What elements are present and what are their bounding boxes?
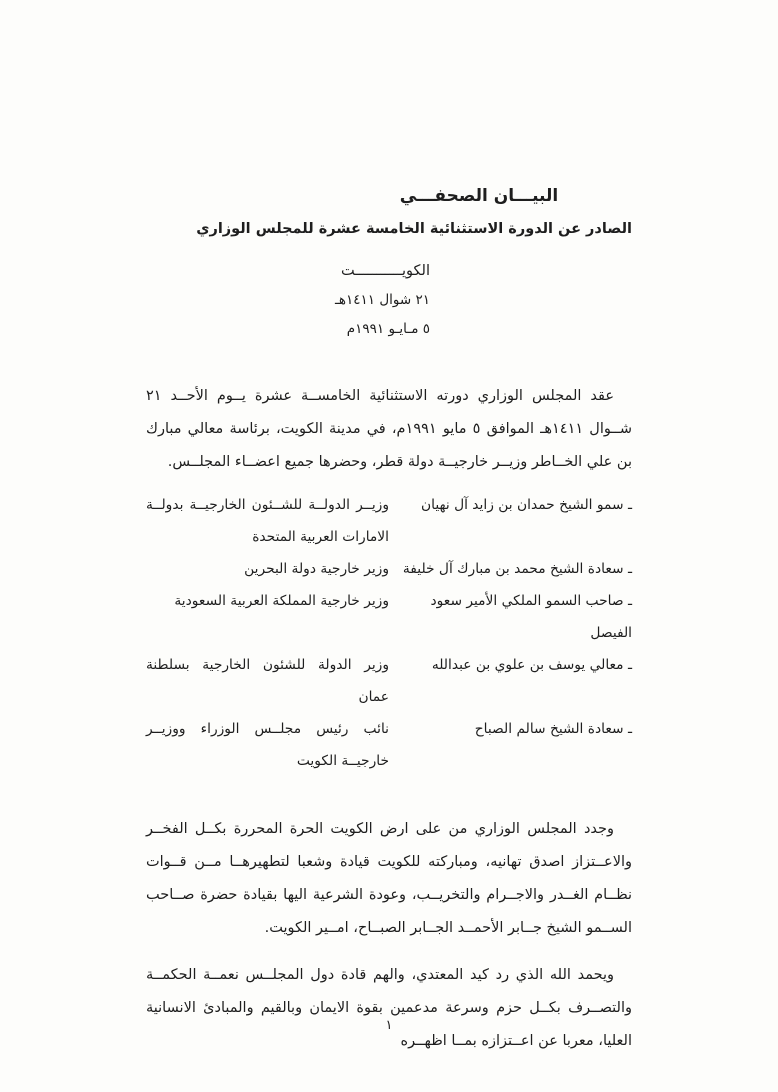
attendee-row <box>146 649 632 713</box>
attendee-title: وزير خارجية دولة البحرين <box>244 561 389 577</box>
attendee-name: ـ سعادة الشيخ محمد بن مبارك آل خليفة <box>402 561 632 577</box>
attendee-row <box>146 585 632 649</box>
dateline-location: الكويـــــــــــت <box>341 263 430 279</box>
attendee-row <box>146 713 632 777</box>
attendee-name: ـ سعادة الشيخ سالم الصباح <box>474 721 632 737</box>
paragraph-opening: عقد المجلس الوزاري دورته الاستثنائية الخامســة عشرة يــوم الأحــد ٢١ شــوال ١٤١١هـ الموافق ٥ مايو ١٩٩١م، في مدينة الكويت، برئاسة معالي مبارك بن علي الخــاطر وزيــر خارجيــة دولة قطر، وحضرها جميع اعضــاء المجلــس. <box>146 388 632 470</box>
attendee-title: وزير الدولة للشئون الخارجية بسلطنة عمان <box>146 657 389 705</box>
attendee-row <box>146 489 632 553</box>
attendee-row <box>146 553 632 585</box>
attendee-name: ـ معالي يوسف بن علوي بن عبدالله <box>431 657 632 673</box>
attendees-list <box>146 489 632 777</box>
attendee-name: ـ سمو الشيخ حمدان بن زايد آل نهيان <box>420 497 632 513</box>
attendee-title: نائب رئيس مجلــس الوزراء ووزيــر خارجيــة الكويت <box>146 721 389 769</box>
attendee-title: وزير خارجية المملكة العربية السعودية <box>174 593 389 609</box>
dateline-hijri-date: ٢١ شوال ١٤١١هـ <box>334 292 430 308</box>
paragraph-renewal: وجدد المجلس الوزاري من على ارض الكويت الحرة المحررة بكــل الفخــر والاعــتزاز اصدق تهانيه، ومباركته للكويت قيادة وشعبا لتطهيرهــا مــن قــوات نظــام الغــدر والاجــرام والتخريــب، وعودة الشرعية اليها بقيادة حضرة صــاحب الســمو الشيخ جــابر الأحمــد الجــابر الصبــاح، امــير الكويت. <box>146 821 632 936</box>
document-title: البيـــان الصحفـــي <box>399 186 559 206</box>
paragraph-praise: ويحمد الله الذي رد كيد المعتدي، والهم قادة دول المجلــس نعمــة الحكمــة والتصــرف بكــل حزم وسرعة مدعمين بقوة الايمان وبالقيم والمبادئ الانسانية العليا، معربا عن اعــتزازه بمــا اظهــره <box>146 967 632 1049</box>
page-number: ١ <box>385 1018 393 1033</box>
attendee-title: وزيــر الدولــة للشــئون الخارجيــة بدولــة الامارات العربية المتحدة <box>146 497 389 545</box>
dateline-block <box>146 257 430 344</box>
document-subtitle: الصادر عن الدورة الاستثنائية الخامسة عشرة للمجلس الوزاري <box>196 221 632 237</box>
document-header <box>146 186 632 237</box>
dateline-gregorian-date: ٥ مـايـو ١٩٩١م <box>346 321 430 337</box>
attendee-name: ـ صاحب السمو الملكي الأمير سعود الفيصل <box>430 593 632 641</box>
